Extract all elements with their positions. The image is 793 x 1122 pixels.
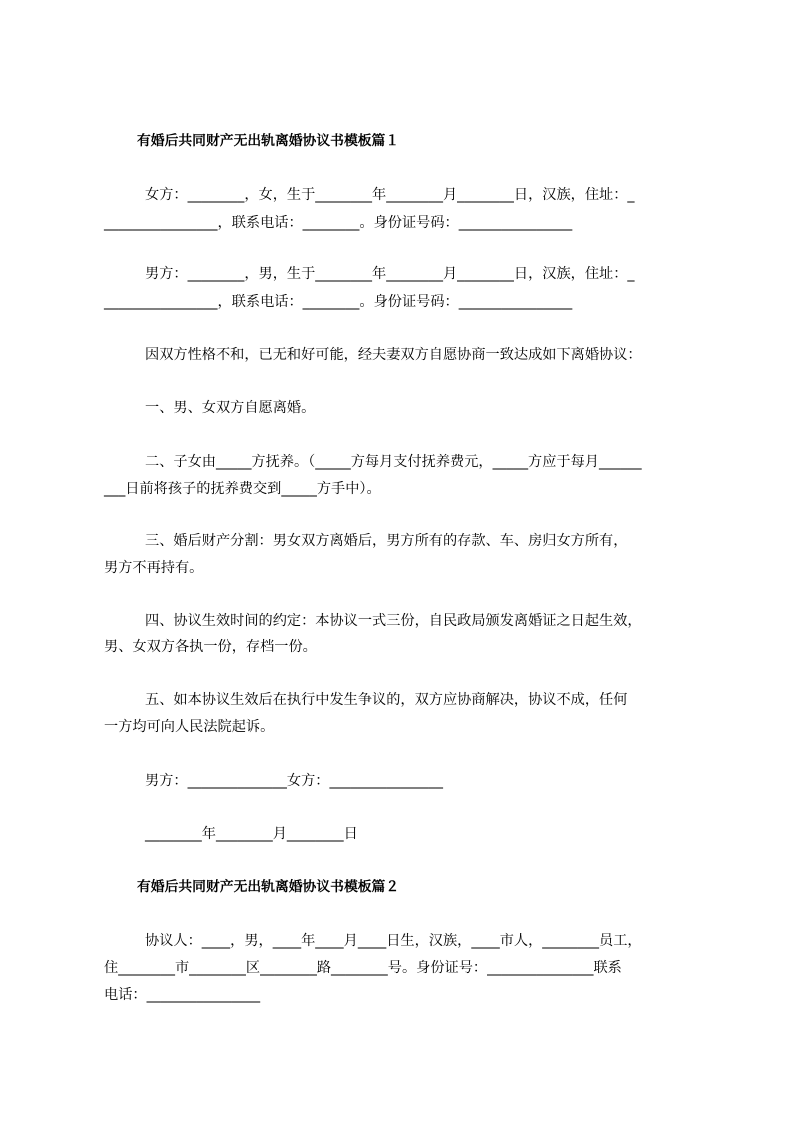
- date-line: ________年________月________日: [145, 826, 358, 842]
- party-info-line-1: 协议人：____，男，____年____月____日生，汉族，____市人，________员工，: [145, 933, 642, 949]
- clause-3-line-2: 男方不再持有。: [104, 560, 204, 576]
- party-info-line-2: 住________市________区________路________号。身份证号：_______________联系: [104, 960, 622, 976]
- section-heading-1: 有婚后共同财产无出轨离婚协议书模板篇１: [137, 133, 400, 149]
- man-info-line-2: ________________，联系电话：________。身份证号码：________________: [104, 294, 573, 310]
- clause-5-line-2: 一方均可向人民法院起诉。: [104, 719, 275, 735]
- clause-1: 一、男、女双方自愿离婚。: [145, 400, 316, 416]
- clause-2-line-2: ___日前将孩子的抚养费交到_____方手中）。: [104, 481, 381, 497]
- clause-5-line-1: 五、如本协议生效后在执行中发生争议的，双方应协商解决，协议不成，任何: [145, 692, 628, 708]
- clause-4-line-2: 男、女双方各执一份，存档一份。: [104, 639, 317, 655]
- man-info-line-1: 男方：________，男，生于________年________月________日，汉族，住址：_: [145, 266, 635, 282]
- signature-line: 男方：______________女方：________________: [145, 773, 443, 789]
- reason-paragraph: 因双方性格不和，已无和好可能，经夫妻双方自愿协商一致达成如下离婚协议：: [145, 347, 642, 363]
- clause-2-line-1: 二、子女由_____方抚养。（_____方每月支付抚养费元，_____方应于每月______: [145, 454, 642, 470]
- clause-4-line-1: 四、协议生效时间的约定：本协议一式三份，自民政局颁发离婚证之日起生效，: [145, 613, 642, 629]
- clause-3-line-1: 三、婚后财产分割：男女双方离婚后，男方所有的存款、车、房归女方所有，: [145, 533, 628, 549]
- party-info-line-3: 电话：________________: [104, 987, 261, 1003]
- woman-info-line-2: ________________，联系电话：________。身份证号码：________________: [104, 215, 573, 231]
- section-heading-2: 有婚后共同财产无出轨离婚协议书模板篇２: [137, 879, 400, 895]
- woman-info-line-1: 女方：________，女，生于________年________月________日，汉族，住址：_: [145, 187, 635, 203]
